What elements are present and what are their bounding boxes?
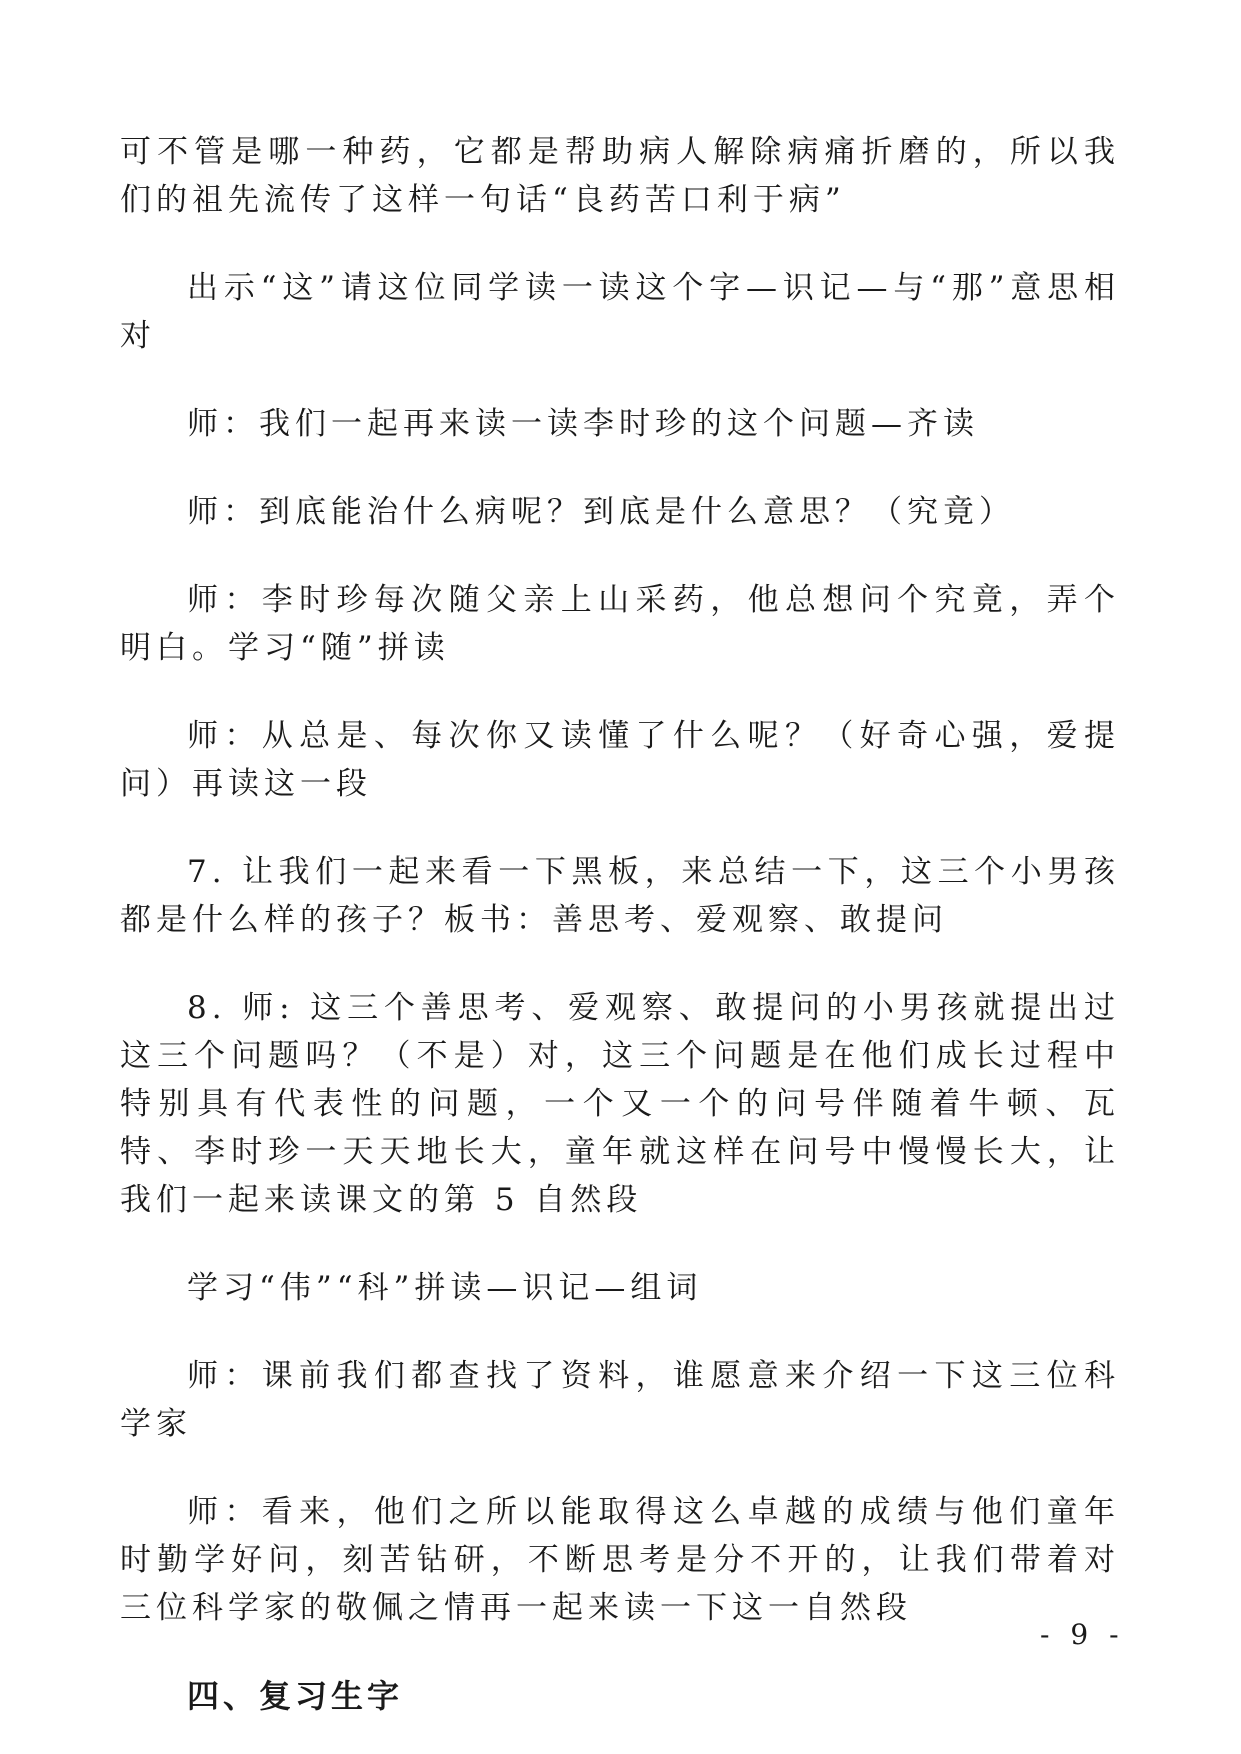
paragraph-read-question: 师：我们一起再来读一读李时珍的这个问题—齐读 xyxy=(187,406,979,442)
page-number: - 9 - xyxy=(1040,1618,1125,1651)
paragraph-learn-characters: 学习“伟”“科”拼读—识记—组词 xyxy=(187,1270,703,1306)
paragraph-show-character: 出示“这”请这位同学读一读这个字—识记—与“那”意思相对 xyxy=(120,270,1120,354)
paragraph-introduce-scientists: 师：课前我们都查找了资料，谁愿意来介绍一下这三位科学家 xyxy=(120,1358,1120,1442)
document-body xyxy=(120,128,1120,1720)
paragraph-what-meaning: 师：到底能治什么病呢？到底是什么意思？（究竟） xyxy=(187,494,1015,530)
paragraph-curiosity: 师：从总是、每次你又读懂了什么呢？（好奇心强，爱提问）再读这一段 xyxy=(120,718,1120,802)
paragraph-li-shizhen: 师：李时珍每次随父亲上山采药，他总想问个究竟，弄个明白。学习“随”拼读 xyxy=(120,582,1120,666)
paragraph-admiration: 师：看来，他们之所以能取得这么卓越的成绩与他们童年时勤学好问，刻苦钻研，不断思考是分不开的，让我们带着对三位科学家的敬佩之情再一起来读一下这一自然段 xyxy=(120,1494,1120,1626)
paragraph-medicine-proverb: 可不管是哪一种药，它都是帮助病人解除病痛折磨的，所以我们的祖先流传了这样一句话“良药苦口利于病” xyxy=(120,134,1120,218)
paragraph-summary-blackboard: 7. 让我们一起来看一下黑板，来总结一下，这三个小男孩都是什么样的孩子？板书：善思考、爱观察、敢提问 xyxy=(120,854,1120,938)
paragraph-three-boys: 8. 师: 这三个善思考、爱观察、敢提问的小男孩就提出过这三个问题吗？（不是）对，这三个问题是在他们成长过程中特别具有代表性的问题，一个又一个的问号伴随着牛顿、瓦特、李时珍一天天地长大，童年就这样在问号中慢慢长大，让我们一起来读课文的第 5 自然段 xyxy=(120,990,1120,1218)
section-heading: 四、复习生字 xyxy=(187,1677,404,1715)
